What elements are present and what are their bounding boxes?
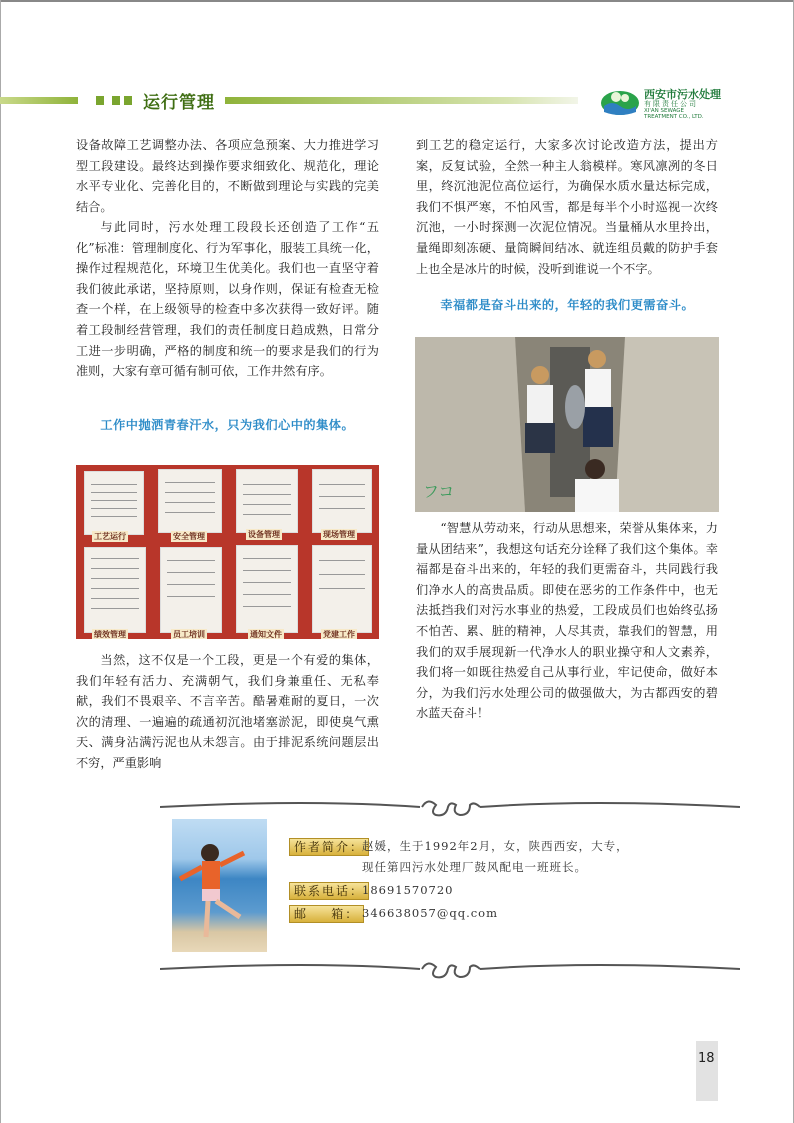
company-logo-icon: [600, 86, 640, 116]
poster-label: 设备管理: [248, 530, 280, 539]
page-number: 18: [698, 1051, 715, 1066]
page-number-tab: [696, 1041, 718, 1101]
poster-label: 党建工作: [323, 630, 355, 639]
author-photo: [172, 819, 267, 952]
author-intro-line1: 赵媛，生于1992年2月，女，陕西西安，大专，: [362, 839, 629, 853]
email-label: 邮 箱：: [289, 905, 364, 923]
logo-english-name: [644, 108, 704, 120]
page-border-left: [0, 0, 1, 1123]
poster-label: 通知文件: [250, 630, 282, 639]
logo-english-line2: TREATMENT CO., LTD.: [644, 114, 704, 120]
left-paragraph-2: 与此同时，污水处理工段段长还创造了工作“五化”标准：管理制度化、行为军事化，服装工具统一化，操作过程规范化，环境卫生优美化。我们也一直坚守着我们彼此承诺，坚持原则，以身作则，保证有检查无检查一个样，在上级领导的检查中多次获得一致好评。随着工段制经营管理，我们的责任制度日趋成熟，日常分工进一步明确，严格的制度和统一的要求是我们的行为准则，大家有章可循有制可依，工作井然有序。: [76, 220, 379, 379]
poster: [84, 471, 144, 535]
header-square: [112, 96, 120, 105]
header-bar-right: [225, 97, 578, 104]
author-photo-illustration: [172, 819, 267, 952]
workers-tank-photo: [415, 337, 719, 512]
right-paragraph-2: “智慧从劳动来，行动从思想来，荣誉从集体来，力量从团结来”，我想这句话充分诠释了我们这个集体。幸福都是奋斗出来的，年轻的我们更需奋斗，共同践行我们净水人的高贵品质。即使在恶劣的工作条件中，也无法抵挡我们对污水事业的热爱，工段成员们也始终弘扬不怕苦、累、脏的精神，人尽其责，靠我们的智慧，用我们的双手展现新一代净水人的职业操守和人文素养，我们将一如既往热爱自己从事行业，牢记使命，做好本分，为我们污水处理公司的做强做大，为古都西安的碧水蓝天奋斗！: [416, 521, 718, 721]
poster: [236, 545, 298, 633]
section-title: 运行管理: [143, 93, 215, 113]
header-square: [124, 96, 132, 105]
author-intro-label: 作者简介：: [289, 838, 369, 856]
poster-label: 员工培训: [173, 630, 205, 639]
poster: [312, 469, 372, 533]
left-paragraph-1: 设备故障工艺调整办法、各项应急预案、大力推进学习型工段建设。最终达到操作要求细致化、规范化，理论水平专业化、完善化目的，不断做到理论与实践的完美结合。: [76, 138, 379, 214]
poster-label: 现场管理: [323, 530, 355, 539]
header-square: [96, 96, 104, 105]
poster: [84, 547, 146, 633]
phone-label: 联系电话：: [289, 882, 369, 900]
poster-label: 工艺运行: [94, 532, 126, 541]
poster: [158, 469, 222, 533]
logo-chinese-name: 西安市污水处理: [644, 88, 721, 101]
poster: [312, 545, 372, 633]
bulletin-board-photo: [76, 465, 379, 639]
email-value: 346638057@qq.com: [362, 906, 498, 920]
poster: [160, 547, 222, 633]
poster-label: 安全管理: [173, 532, 205, 541]
header-bar-left: [0, 97, 78, 104]
poster-label: 绩效管理: [94, 630, 126, 639]
logo-chinese-sub: 有限责任公司: [644, 100, 698, 108]
page-border-top: [0, 0, 794, 2]
poster: [236, 469, 298, 533]
ornament-divider-top: [160, 795, 740, 819]
right-subtitle: 幸福都是奋斗出来的，年轻的我们更需奋斗。: [440, 298, 695, 312]
phone-value: 18691570720: [362, 883, 454, 897]
left-paragraph-3: 当然，这不仅是一个工段，更是一个有爱的集体，我们年轻有活力、充满朝气，我们身兼重任、无私奉献，我们不畏艰辛、不言辛苦。酷暑难耐的夏日，一次次的清理、一遍遍的疏通初沉池堵塞淤泥，即使臭气熏天、满身沾满污泥也从未怨言。由于排泥系统问题层出不穷，严重影响: [76, 653, 379, 770]
company-logo: [600, 84, 790, 124]
left-subtitle: 工作中抛洒青春汗水，只为我们心中的集体。: [100, 418, 355, 432]
tank-photo-illustration: [415, 337, 719, 512]
ornament-divider-bottom: [160, 957, 740, 981]
svg-text:フコ: フコ: [423, 482, 455, 501]
logo-english-line1: XI'AN SEWAGE: [644, 108, 685, 114]
author-intro-line2: 现任第四污水处理厂鼓风配电一班班长。: [362, 860, 587, 874]
right-paragraph-1: 到工艺的稳定运行，大家多次讨论改造方法，提出方案，反复试验，全然一种主人翁模样。寒风凛冽的冬日里，终沉池泥位高位运行，为确保水质水量达标完成，我们不惧严寒，不怕风雪，都是每半个小时巡视一次终沉池，一小时探测一次泥位情况。当量桶从水里拎出，量绳即刻冻硬、量筒瞬间结冰、就连组员戴的防护手套上也全是冰片的时候，没听到谁说一个不字。: [416, 138, 718, 276]
